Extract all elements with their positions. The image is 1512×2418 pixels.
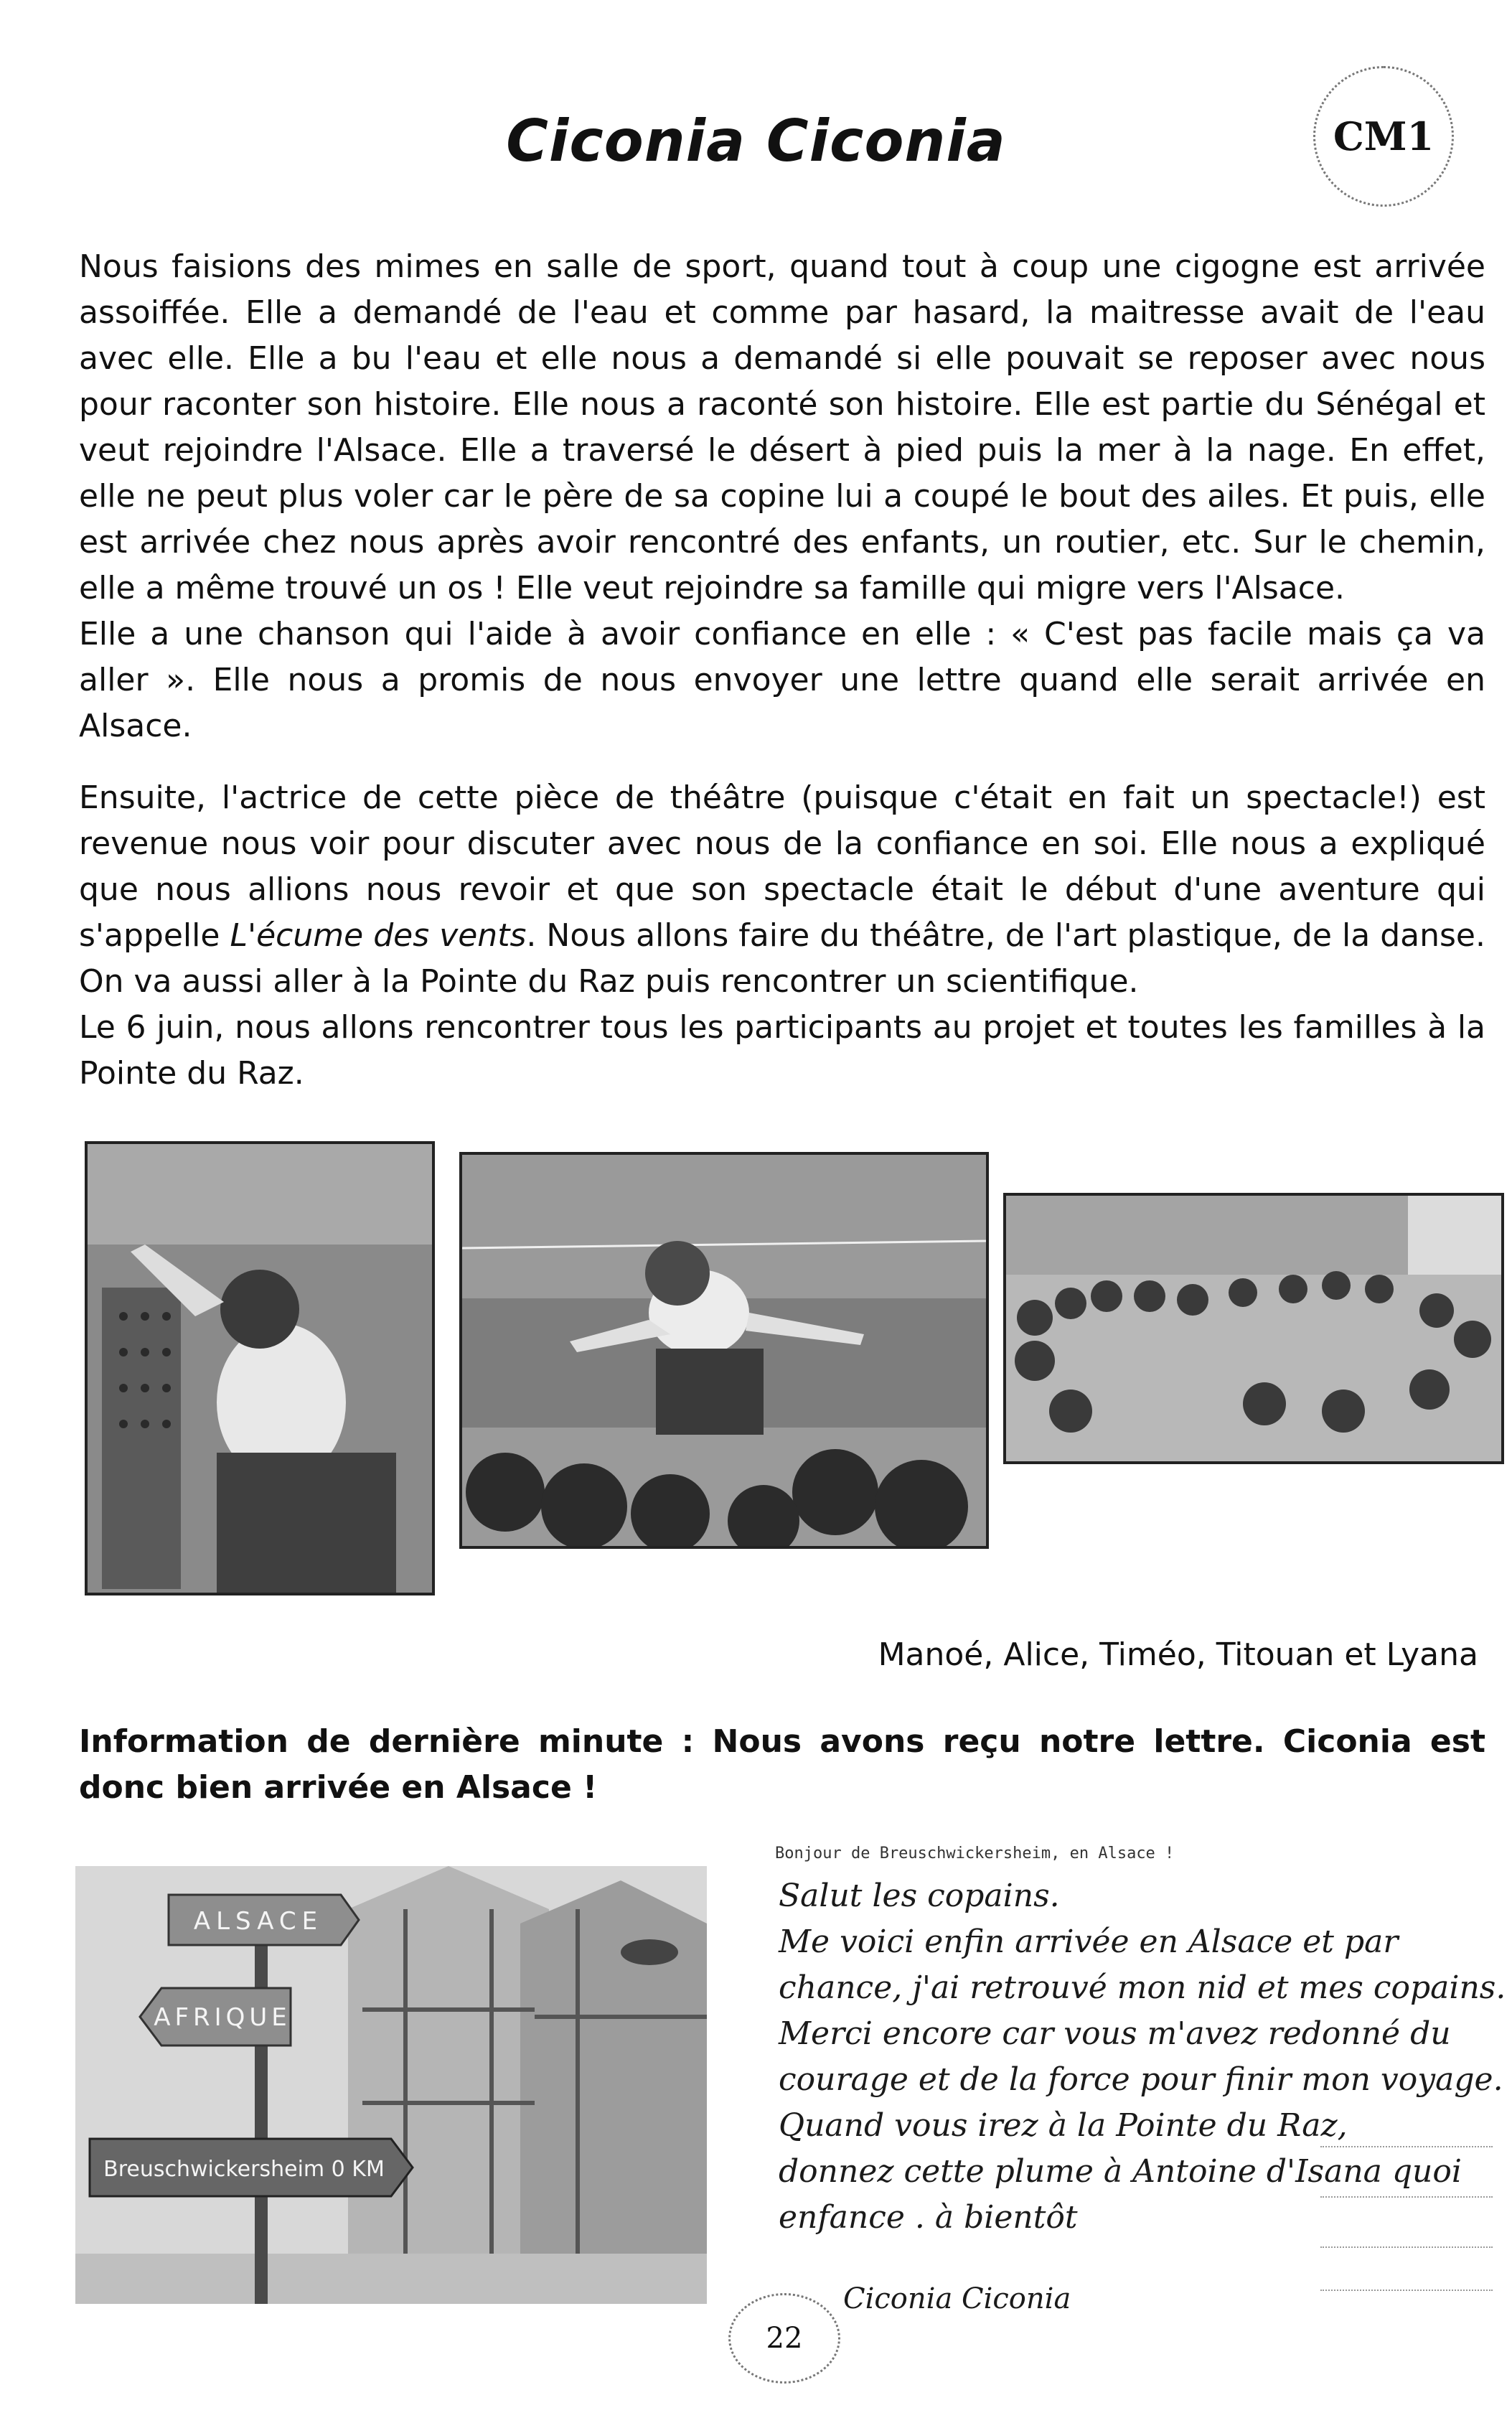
- sign-distance-label: Breuschwickersheim 0 KM: [103, 2157, 385, 2182]
- sign-alsace-label: ALSACE: [193, 1907, 324, 1936]
- show-title: L'écume des vents: [230, 917, 527, 954]
- postcard-street-image: [75, 1866, 707, 2304]
- page-number: 22: [728, 2293, 840, 2384]
- letter-line: chance, j'ai retrouvé mon nid et mes copains.: [779, 1969, 1506, 2006]
- sign-afrique-label: AFRIQUE: [154, 2003, 291, 2032]
- letter-line: Me voici enfin arrivée en Alsace et par: [779, 1923, 1399, 1960]
- letter-line: Salut les copains.: [779, 1878, 1060, 1914]
- story-paragraph-1: Nous faisions des mimes en salle de sport, quand tout à coup une cigogne est arrivée assoiffée. Elle a demandé de l'eau et comme par hasard, la maitresse avait de l'eau avec elle. Elle a bu l'eau et elle nous a demandé si elle pouvait se reposer avec nous pour raconter son histoire. Elle nous a raconté son histoire. Elle est partie du Sénégal et veut rejoindre l'Alsace. Elle a traversé le désert à pied puis la mer à la nage. En effet, elle ne peut plus voler car le père de sa copine lui a coupé le bout des ailes. Et puis, elle est arrivée chez nous après avoir rencontré des enfants, un routier, etc. Sur le chemin, elle a même trouvé un os ! Elle veut rejoindre sa famille qui migre vers l'Alsace.: [79, 248, 1485, 606]
- page-title: Ciconia Ciconia: [506, 108, 1006, 174]
- photo-children-circle: [1003, 1193, 1504, 1464]
- photo-stork-actor-image: [88, 1144, 432, 1593]
- address-line: [1320, 2196, 1493, 2198]
- letter-line: Quand vous irez à la Pointe du Raz,: [779, 2107, 1348, 2144]
- photo-stork-stage: [459, 1152, 989, 1549]
- letter-line: donnez cette plume à Antoine d'Isana quoi: [779, 2153, 1462, 2190]
- letter-line: enfance . à bientôt: [779, 2199, 1078, 2236]
- level-badge: CM1: [1313, 66, 1454, 207]
- story-section-2: [79, 775, 1485, 1097]
- photo-stork-stage-image: [462, 1155, 986, 1546]
- story-paragraph-4: Le 6 juin, nous allons rencontrer tous les participants au projet et toutes les familles à la Pointe du Raz.: [79, 1009, 1485, 1092]
- postcard-photo: [75, 1866, 707, 2304]
- photo-children-circle-image: [1006, 1196, 1501, 1461]
- story-section-1: [79, 244, 1485, 749]
- story-paragraph-2: Elle a une chanson qui l'aide à avoir confiance en elle : « C'est pas facile mais ça va aller ». Elle nous a promis de nous envoyer une lettre quand elle serait arrivée en Alsace.: [79, 616, 1485, 744]
- letter-line: courage et de la force pour finir mon voyage.: [779, 2061, 1503, 2098]
- photo-stork-actor: [85, 1141, 435, 1595]
- authors: Manoé, Alice, Timéo, Titouan et Lyana: [878, 1636, 1478, 1673]
- letter-line: Merci encore car vous m'avez redonné du: [779, 2015, 1451, 2052]
- address-line: [1320, 2146, 1493, 2147]
- letter-header: Bonjour de Breuschwickersheim, en Alsace !: [775, 1845, 1175, 1862]
- letter-body: [779, 1873, 1506, 2241]
- last-minute-info: Information de dernière minute : Nous avons reçu notre lettre. Ciconia est donc bien arrivée en Alsace !: [79, 1723, 1485, 1806]
- address-line: [1320, 2290, 1493, 2291]
- address-line: [1320, 2246, 1493, 2248]
- handwritten-letter: [764, 1845, 1506, 2315]
- story-paragraph-3: Ensuite, l'actrice de cette pièce de théâtre (puisque c'était en fait un spectacle!) est revenue nous voir pour discuter avec nous de la confiance en soi. Elle nous a expliqué que nous allions nous revoir et que son spectacle était le début d'une aventure qui s'appelle L'écume des vents. Nous allons faire du théâtre, de l'art plastique, de la danse. On va aussi aller à la Pointe du Raz puis rencontrer un scientifique.: [79, 779, 1485, 1000]
- letter-signature: Ciconia Ciconia: [843, 2282, 1071, 2315]
